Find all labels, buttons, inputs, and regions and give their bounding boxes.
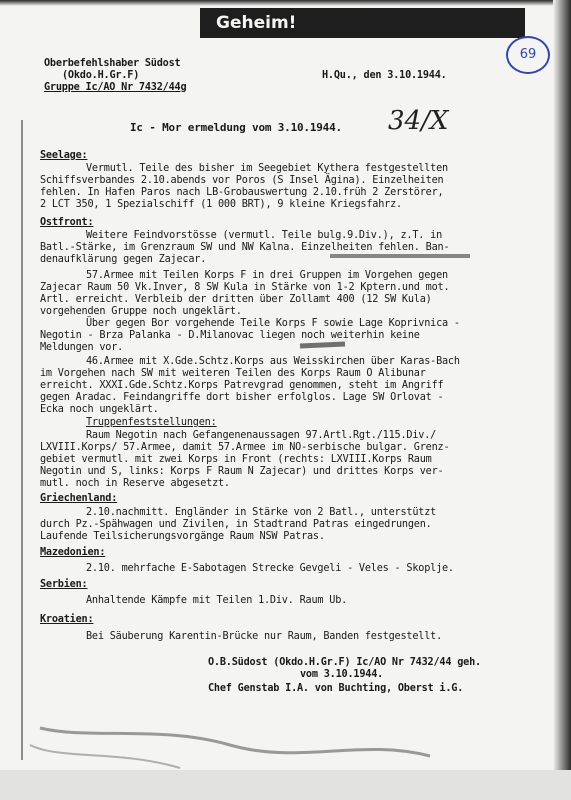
body-line: gegen Aradac. Feindangriffe dort bisher erfolglos. Lage SW Orlovat - [40, 392, 444, 403]
body-line: 57.Armee mit Teilen Korps F in drei Gruppen im Vorgehen gegen [86, 270, 448, 281]
section-heading-seelage: Seelage: [40, 150, 88, 161]
body-line: Laufende Teilsicherungsvorgänge Raum NSW Patras. [40, 531, 325, 542]
body-line: gebiet vermutl. mit zwei Korps in Front (rechts: LXVIII.Korps Raum [40, 454, 432, 465]
body-line: Weitere Feindvorstösse (vermutl. Teile bulg.9.Div.), z.T. in [86, 230, 443, 241]
body-line: erreicht. XXXI.Gde.Schtz.Korps Patrevgrad genommen, steht im Angriff [40, 380, 444, 391]
body-line: Zajecar Raum 50 Vk.Inver, 8 SW Kula in Stärke von 1-2 Kptern.und mot. [40, 282, 450, 293]
body-line: Schiffsverbandes 2.10.abends vor Poros (S Insel Ägina). Einzelheiten [40, 175, 444, 186]
body-line: mutl. noch in Reserve abgesetzt. [40, 478, 230, 489]
sender-line-1: Oberbefehlshaber Südost [44, 58, 181, 69]
section-heading-kroatien: Kroatien: [40, 614, 94, 625]
body-line: Anhaltende Kämpfe mit Teilen 1.Div. Raum Ub. [86, 595, 348, 606]
body-line: Meldungen vor. [40, 342, 124, 353]
handwritten-reference: 34/X [388, 106, 449, 136]
body-line: 2.10. mehrfache E-Sabotagen Strecke Gevgeli - Veles - Skoplje. [86, 563, 454, 574]
body-line: Truppenfeststellungen: [86, 417, 217, 428]
body-line: Negotin und S, links: Korps F Raum N Zajecar) und drittes Korps ver- [40, 466, 444, 477]
body-line: Batl.-Stärke, im Grenzraum SW und NW Kalna. Einzelheiten fehlen. Ban- [40, 242, 450, 253]
signature-line-3: Chef Genstab I.A. von Buchting, Oberst i.G. [208, 683, 464, 694]
body-line: Vermutl. Teile des bisher im Seegebiet Kythera festgestellten [86, 163, 448, 174]
body-line: Raum Negotin nach Gefangenenaussagen 97.Artl.Rgt./115.Div./ [86, 430, 437, 441]
sender-line-2: (Okdo.H.Gr.F) [62, 70, 140, 81]
body-line: LXVIII.Korps/ 57.Armee, damit 57.Armee im NO-serbische bulgar. Grenz- [40, 442, 450, 453]
body-line: Artl. erreicht. Verbleib der dritten über Zollamt 400 (12 SW Kula) [40, 294, 432, 305]
body-line: denaufklärung gegen Zajecar. [40, 254, 207, 265]
body-line: im Vorgehen nach SW mit weiteren Teilen des Korps Raum O Alibunar [40, 368, 426, 379]
stamp-number: 69 [519, 47, 537, 62]
body-line: vorgehenden Gruppe noch ungeklärt. [40, 306, 242, 317]
section-heading-griechenland: Griechenland: [40, 493, 118, 504]
body-line: 2.10.nachmitt. Engländer in Stärke von 2 Batl., unterstützt [86, 507, 437, 518]
body-line: durch Pz.-Spähwagen und Zivilen, in Stadtrand Patras eingedrungen. [40, 519, 432, 530]
body-line: Über gegen Bor vorgehende Teile Korps F sowie Lage Koprivnica - [86, 318, 460, 329]
section-heading-ostfront: Ostfront: [40, 217, 94, 228]
signature-line-1: O.B.Südost (Okdo.H.Gr.F) Ic/AO Nr 7432/44 geh. [208, 657, 481, 668]
section-heading-serbien: Serbien: [40, 579, 88, 590]
signature-line-2: vom 3.10.1944. [300, 669, 384, 680]
body-line: Ecka noch ungeklärt. [40, 404, 159, 415]
document-title: Ic - Mor ermeldung vom 3.10.1944. [130, 121, 342, 134]
sender-line-3: Gruppe Ic/AO Nr 7432/44g [44, 82, 187, 93]
classification-text: Geheim! [216, 13, 297, 33]
body-line: 46.Armee mit X.Gde.Schtz.Korps aus Weisskirchen über Karas-Bach [86, 356, 460, 367]
body-line: 2 LCT 350, 1 Spezialschiff (1 000 BRT), 9 kleine Kriegsfahrz. [40, 199, 402, 210]
date-place: H.Qu., den 3.10.1944. [322, 70, 447, 81]
body-line: Negotin - Brza Palanka - D.Milanovac liegen noch weiterhin keine [40, 330, 420, 341]
section-heading-mazedonien: Mazedonien: [40, 547, 106, 558]
body-line: fehlen. In Hafen Paros nach LB-Grobauswertung 2.10.früh 2 Zerstörer, [40, 187, 444, 198]
body-line: Bei Säuberung Karentin-Brücke nur Raum, Banden festgestellt. [86, 631, 443, 642]
